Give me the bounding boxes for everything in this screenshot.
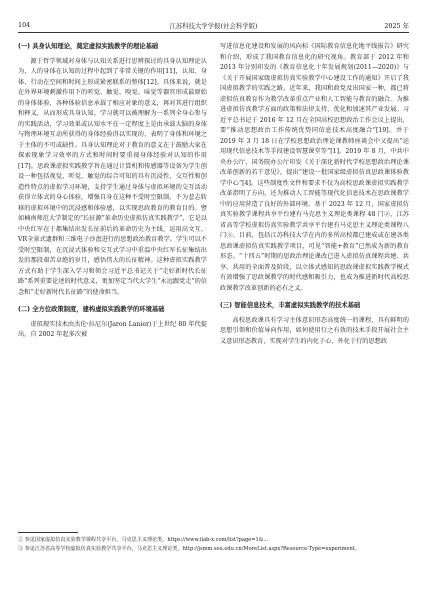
page-number: 104 <box>18 21 31 29</box>
left-column <box>18 42 207 341</box>
body-paragraph: 源于哲学领域对身体与认知关系进行思辨探讨的具身认知理论认为，人的身体在认知的过程中起到了非常关键的作用[11]，认知、身体、行动在空间和时间上形成紧密联系的整体[12]。具体来说，就是在外界环境刺激作用下的听觉、触觉、嗅觉、味觉等器官形成最原始的身体体验，各种体验信息承载了相应对象的意义，再对其进行组织和释义，从而形成具身认知。学习就可以被理解为一系列全身心参与的实践活动，学习效果或认知水平在一定程度上是由承载大脑的身体与物理环境互动所获得的身体经验得以实现的，表明了身体和环境之于主体的不可或缺性。具身认知理论对于教育的意义在于鼓励大家在探索现象学习效率的方式和时间时要重视身体经验对认知的作用[17]。思政课虚拟实践教学旨在通过计算机和传感器等设备为学生创设一种包括视觉、听觉、触觉的综合可知的具有沉浸性、交互性和创造性特点的虚拟学习环境，支持学生通过身体与虚拟环境的交互活动获得立体式的身心体验，增强自身在这种不受时空限制、不为惹志转移的虚拟环境中的沉浸感和体验感，以实现思政教育的教育目的。譬如楠南师范大学制定的“长征源”革命历史虚拟仿真实践教学”，它是以中央红军在于都集结出发长征前后的革命历史为主线，运用高文互、VR全景式遗群和三维电子沙盘进行的思想政治教育教学。学生可以不受时空限制，在沉浸式体验和交互式学习中重温中央红军长征集结出发的那段艰苦卓绝的岁月，感悟伟大的长征精神。这种虚拟实践教学方式有助于学生深入学习和领会习近平总书记关于“走好新时代长征路”系列重要论述的时代意义，更加坚定当代大学生“永远跟党走”的信念和“走好新时代长征路”的使命担当。 <box>18 57 207 296</box>
journal-year: 2025 年 <box>384 22 409 30</box>
footnote-rule <box>18 532 78 533</box>
journal-title: 江苏科技大学学报(社会科学版) <box>169 22 258 30</box>
footnotes <box>18 536 409 554</box>
header-rule <box>18 32 409 33</box>
section-heading-2: (二) 全方位政策制度，建构虚拟实践教学的环境基础 <box>18 306 165 313</box>
footnote-3: ③ 参见江苏省高等学校虚拟仿真实验教学共享平台，马克思主义理论类，http://jsmm.seu.edu.cn/MoreList.aspx?Resource-Type=experiment。 <box>18 546 360 552</box>
footnote-2: ② 参见国家虚拟仿真实验教学课程共享平台，马克思主义理论类，https://www.ilab-x.com/list?page=1&... <box>18 537 269 543</box>
section-heading-1: (一) 具身认知理论，奠定虚拟实践教学的理论基础 <box>18 43 159 50</box>
body-paragraph: 写进信息化建设和发展的风向标《国际教育信息化地平线报告》研究和介绍，形成了我国教育信息化的研究视角。教育部于 2012 年和 2013 年分别印发的《教育信息化十年发展规划(2011—2020)》与《关于开展国家级虚拟仿真实验教学中心建设工作的通知》开启了我国虚拟教学的实践之路。近年来，我国和政党及出国家一种，都已将虚拟仿真教育作为教学改革重点产业和人工智能与教育的融合。为推进虚拟仿真教学方面的政策和法律支持，优化和加速其产业发展。习近平总书记于 2016 年 12 月在全国高校思想政治工作会议上提出，要“推动思想政治工作传统优势同信息技术高度融合”[19]。并于 2019 年 3 月 18 日在学校思想政治理论课教师座谈会中又提出“运用现代信息技术等手段建设智慧课堂等”[1]。2019 年 8 月，中共中央办公厅、国务院办公厅印发《关于深化新时代学校思想政治理论课改革创新的若干意见》，提出“建设一批国家级虚拟仿真思政课体验教学中心”[4]。这些制度性文件和要求不仅为高校思政课虚拟实践教学改革指明了方向，还为推动人工智能等现代化信息技术在思政课教学中的应用营造了良好的外部环境。基于 2023 年 12 月，国家虚拟仿真实验教学课程共享平台建有马克思主义理论类课程 48 门②，江苏省高等学校虚拟仿真实验教学共享平台建有马克思主义理论类课程八门③。目前，包括江苏科技大学在内的多所高校都已建成或在建各类思政课虚拟仿真实践教学项目，可见“智能+教育”已然成为新的教育形态。“十四五”时期的思政治理论课改已进入虚拟仿真课程共建、共享、共用的全面普及阶段，以立体式感知的思政课虚拟实践教学模式有效增强了思政课教学的时代感和吸引力，也成为推进新时代高校思政课教学改革创新的必有之义。 <box>220 43 409 292</box>
body-paragraph: 虚拟现实技术由杰伦·拉尼尔(Jaron Lanier)于上世纪 80 年代提出，自 2002 年起多次被 <box>18 320 207 338</box>
right-column <box>220 42 409 347</box>
section-heading-3: (三) 智能信息技术，丰富虚拟实践教学的技术基础 <box>220 302 361 309</box>
body-paragraph: 高校思政课具有学习主体意识形态高度统一的课程，具有鲜明的思想引领和价值导向作用，如何使用行之有效的技术手段开展社会主义意识形态教育，实现对学生的内化于心、外化于行的思想政 <box>220 316 409 345</box>
